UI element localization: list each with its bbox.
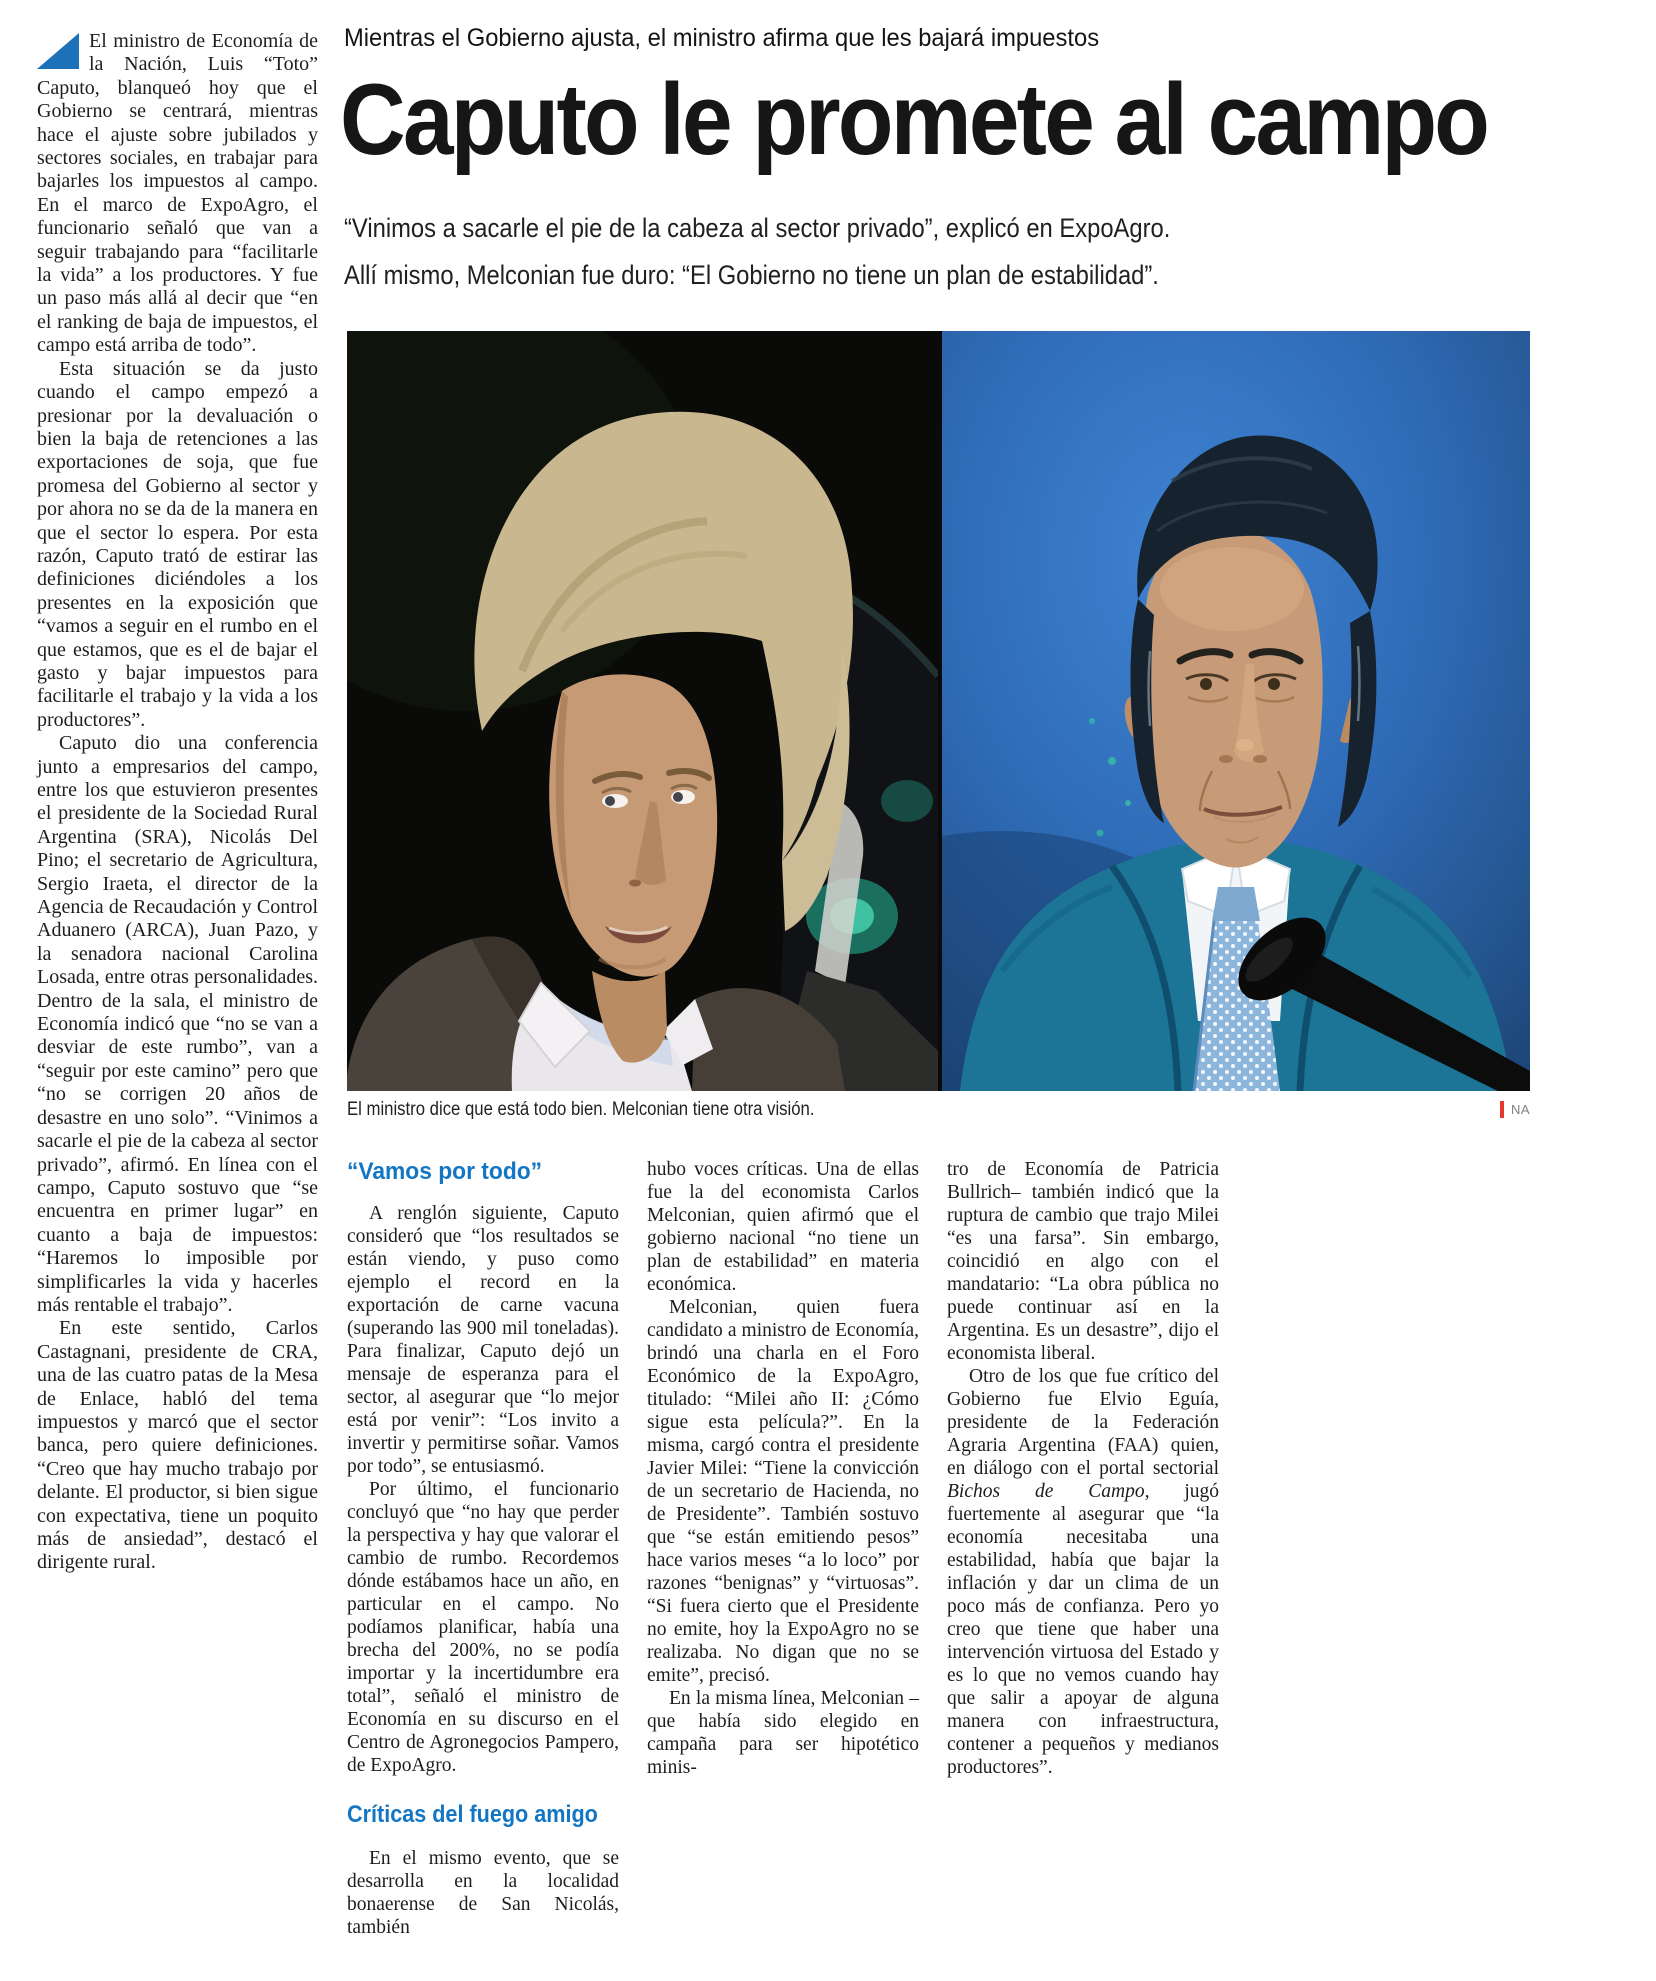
body-paragraph: En la misma línea, Melconian –que había sido elegido en campaña para ser hipotético minis- bbox=[647, 1688, 919, 1778]
lead-paragraph-text: El ministro de Economía de la Nación, Luis “Toto” Caputo, blanqueó hoy que el Gobierno se centrará, mientras hace el ajuste sobre jubilados y sectores sociales, en trabajar para bajarles los impuestos al campo. En el marco de ExpoAgro, el funcionario señaló que van a seguir trabajando para “facilitarle la vida” a los productores. Y fue un paso más allá al decir que “en el ranking de baja de impuestos, el campo está arriba de todo”. bbox=[37, 30, 318, 357]
bottom-columns bbox=[347, 1158, 1219, 1939]
credit-bar-icon bbox=[1500, 1101, 1504, 1118]
headline-text: Caputo le promete al campo bbox=[340, 64, 1488, 176]
kicker-text: Mientras el Gobierno ajusta, el ministro afirma que les bajará impuestos bbox=[344, 24, 1100, 52]
bottom-column-1 bbox=[347, 1158, 619, 1939]
body-paragraph: En este sentido, Carlos Castagnani, presidente de CRA, una de las cuatro patas de la Mesa de Enlace, habló del tema impuestos y marcó que el sector banca, pero quiere definiciones. “Creo que hay mucho trabajo por delante. El productor, si bien sigue con expectativa, tiene un poquito más de ansiedad”, destacó el dirigente rural. bbox=[37, 1317, 318, 1574]
body-paragraph: Caputo dio una conferencia junto a empresarios del campo, entre los que estuvieron presentes el presidente de la Sociedad Rural Argentina (SRA), Nicolás Del Pino; el secretario de Agricultura, Sergio Iraeta, el director de la Agencia de Recaudación y Control Aduanero (ARCA), Juan Pazo, y la senadora nacional Carolina Losada, entre otras personalidades. Dentro de la sala, el ministro de Economía indicó que “no se van a desviar de este rumbo”, van a “seguir por este camino” pero que “no se corrigen 20 años de desastre en uno solo”. “Vinimos a sacarle el pie de la cabeza al sector privado”, afirmó. En línea con el campo, Caputo sostuvo que “se encuentra en primer lugar” en cuanto a baja de impuestos: “Haremos lo imposible por simplificarles la vida y hacerles más rentable el trabajo”. bbox=[37, 732, 318, 1316]
melconian-photo bbox=[942, 331, 1530, 1091]
bottom-column-2 bbox=[647, 1158, 919, 1939]
italic-publication-name: Bichos de Campo bbox=[947, 1481, 1145, 1502]
body-paragraph: hubo voces críticas. Una de ellas fue la del economista Carlos Melconian, quien afirmó que el gobierno nacional “no tiene un plan de estabilidad” en materia económica. bbox=[647, 1159, 919, 1295]
body-paragraph: tro de Economía de Patricia Bullrich– también indicó que la ruptura de cambio que trajo Milei “es una farsa”. Sin embargo, coincidió en algo con el mandatario: “La obra pública no puede continuar así en la Argentina. Es un desastre”, dijo el economista liberal. bbox=[947, 1159, 1219, 1364]
credit-text: NA bbox=[1510, 1102, 1530, 1117]
body-paragraph: En el mismo evento, que se desarrolla en la localidad bonaerense de San Nicolás, también bbox=[347, 1848, 619, 1938]
body-paragraph: Melconian, quien fuera candidato a ministro de Economía, brindó una charla en el Foro Económico de la ExpoAgro, titulado: “Milei año II: ¿Cómo sigue esta película?”. En la misma, cargó contra el presidente Javier Milei: “Tiene la convicción de un secretario de Hacienda, no de Presidente”. También sostuvo que “se están emitiendo pesos” hace varios meses “a lo loco” por razones “benignas” y “virtuosas”. “Si fuera cierto que el Presidente no emite, hoy la ExpoAgro no se realizaba. No digan que no se emite”, precisó. bbox=[647, 1297, 919, 1686]
subhead-vamos-por-todo: “Vamos por todo” bbox=[347, 1158, 543, 1185]
photo-pair bbox=[347, 331, 1530, 1091]
body-paragraph: Esta situación se da justo cuando el campo empezó a presionar por la devaluación o bien la baja de retenciones a las exportaciones de soja, que fue promesa del Gobierno al sector y por ahora no se da de la manera en que el sector lo espera. Por esta razón, Caputo trató de estirar las definiciones diciéndoles a los presentes en la exposición que “vamos a seguir en el rumbo en el que estamos, que es el de bajar el gasto y bajar impuestos para facilitarle el trabajo y la vida a los productores”. bbox=[37, 357, 318, 731]
deck bbox=[344, 205, 1283, 299]
body-paragraph bbox=[947, 1365, 1219, 1779]
lead-paragraph bbox=[37, 30, 318, 358]
body-paragraph: A renglón siguiente, Caputo consideró que “los resultados se están viendo, y puso como ejemplo el record en la exportación de carne vacuna (superando las 900 mil toneladas). Para finalizar, Caputo dejó un mensaje de esperanza para el sector, al asegurar que “lo mejor está por venir”: “Los invito a invertir y permitirse soñar. Vamos por todo”, se entusiasmó. bbox=[347, 1203, 619, 1477]
caputo-photo bbox=[347, 331, 938, 1091]
deck-line-1: “Vinimos a sacarle el pie de la cabeza al sector privado”, explicó en ExpoAgro. bbox=[344, 213, 1171, 243]
paragraph-segment: Otro de los que fue crítico del Gobierno fue Elvio Eguía, presidente de la Federación Agraria Argentina (FAA) quien, en diálogo con el portal sectorial bbox=[947, 1366, 1219, 1479]
kicker bbox=[344, 24, 1139, 53]
photo-caption-row bbox=[347, 1099, 1530, 1121]
subhead-criticas-del-fuego-amigo: Críticas del fuego amigo bbox=[347, 1801, 598, 1828]
headline bbox=[340, 64, 1615, 176]
photo-credit bbox=[1500, 1101, 1530, 1118]
body-paragraph: Por último, el funcionario concluyó que “no hay que perder la perspectiva y hay que valorar el cambio de rumbo. Recordemos dónde estábamos hace un año, en particular en el campo. No podíamos planificar, había una brecha del 200%, no se podía importar y la incertidumbre era total”, señaló el ministro de Economía en su discurso en el Centro de Agronegocios Pampero, de ExpoAgro. bbox=[347, 1479, 619, 1776]
paragraph-segment: , jugó fuertemente al asegurar que “la economía necesitaba una estabilidad, había que bajar la inflación y dar un clima de un poco más de confianza. Pero yo creo que tiene que haber una intervención virtuosa del Estado y es lo que no vemos cuando hay que salir a apoyar de alguna manera con infraestructura, contener a pequeños y medianos productores”. bbox=[947, 1481, 1219, 1778]
lead-triangle-icon bbox=[37, 33, 79, 69]
lead-article-column bbox=[37, 30, 318, 1575]
deck-line-2: Allí mismo, Melconian fue duro: “El Gobierno no tiene un plan de estabilidad”. bbox=[344, 260, 1159, 290]
bottom-column-3 bbox=[947, 1158, 1219, 1939]
photo-caption: El ministro dice que está todo bien. Melconian tiene otra visión. bbox=[347, 1099, 815, 1120]
